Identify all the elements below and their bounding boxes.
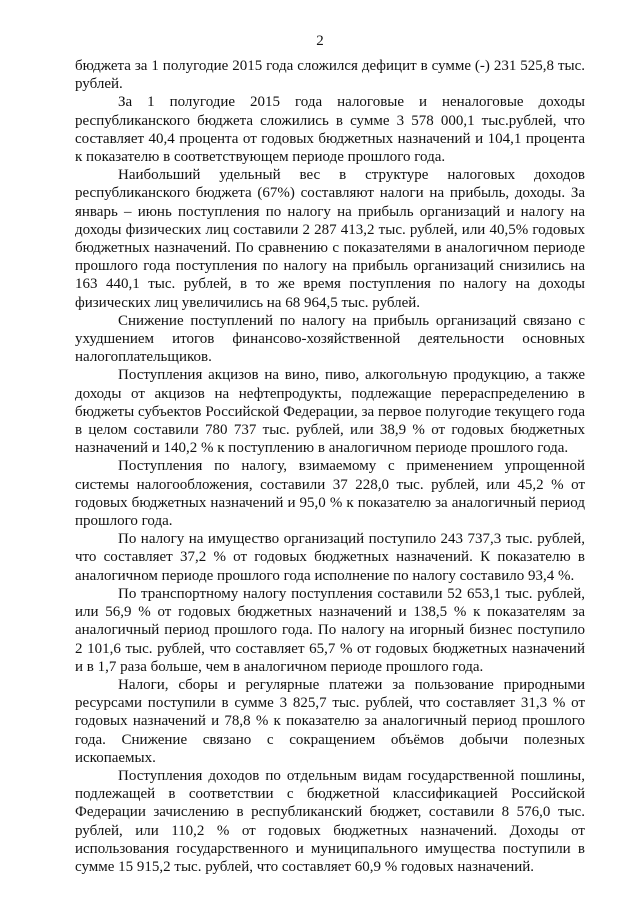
document-body xyxy=(75,57,585,876)
paragraph: бюджета за 1 полугодие 2015 года сложился дефицит в сумме (-) 231 525,8 тыс. рублей. xyxy=(75,58,585,93)
page-number: 2 xyxy=(316,33,324,49)
paragraph: Снижение поступлений по налогу на прибыль организаций связано с ухудшением итогов финансово-хозяйственной деятельности основных налогоплательщиков. xyxy=(75,312,585,366)
paragraph: Наибольший удельный вес в структуре налоговых доходов республиканского бюджета (67%) составляют налоги на прибыль, доходы. За январь – июнь поступления по налогу на прибыль организаций и налогу на доходы физических лиц составили 2 287 413,2 тыс. рублей, или 40,5% годовых бюджетных назначений. По сравнению с показателями в аналогичном периоде прошлого года поступления по налогу на прибыль организаций снизились на 163 440,1 тыс. рублей, в то же время поступления по налогу на доходы физических лиц увеличились на 68 964,5 тыс. рублей. xyxy=(75,167,585,311)
paragraph: За 1 полугодие 2015 года налоговые и неналоговые доходы республиканского бюджета сложились в сумме 3 578 000,1 тыс.рублей, что составляет 40,4 процента от годовых бюджетных назначений и 104,1 процента к показателю в соответствующем периоде прошлого года. xyxy=(75,94,585,166)
paragraph: Налоги, сборы и регулярные платежи за пользование природными ресурсами поступили в сумме 3 825,7 тыс. рублей, что составляет 31,3 % от годовых назначений и 78,8 % к показателю за аналогичный период прошлого года. Снижение связано с сокращением объёмов добычи полезных ископаемых. xyxy=(75,676,585,766)
paragraph: По транспортному налогу поступления составили 52 653,1 тыс. рублей, или 56,9 % от годовых бюджетных назначений и 138,5 % к показателям за аналогичный период прошлого года. По налогу на игорный бизнес поступило 2 101,6 тыс. рублей, что составляет 65,7 % от годовых бюджетных назначений и в 1,7 раза больше, чем в аналогичном периоде прошлого года. xyxy=(75,585,585,675)
paragraph: Поступления доходов по отдельным видам государственной пошлины, подлежащей в соответствии с бюджетной классификацией Российской Федерации зачислению в республиканский бюджет, составили 8 576,0 тыс. рублей, или 110,2 % от годовых бюджетных назначений. Доходы от использования государственного и муниципального имущества поступили в сумме 15 915,2 тыс. рублей, что составляет 60,9 % годовых назначений. xyxy=(75,767,585,875)
paragraph: Поступления акцизов на вино, пиво, алкогольную продукцию, а также доходы от акцизов на нефтепродукты, подлежащие перераспределению в бюджеты субъектов Российской Федерации, за первое полугодие текущего года в целом составили 780 737 тыс. рублей, или 38,9 % от годовых бюджетных назначений и 140,2 % к поступлению в аналогичном периоде прошлого года. xyxy=(75,367,585,457)
paragraph: Поступления по налогу, взимаемому с применением упрощенной системы налогообложения, составили 37 228,0 тыс. рублей, или 45,2 % от годовых бюджетных назначений и 95,0 % к показателю за аналогичный период прошлого года. xyxy=(75,458,585,530)
paragraph: По налогу на имущество организаций поступило 243 737,3 тыс. рублей, что составляет 37,2 % от годовых бюджетных назначений. К показателю в аналогичном периоде прошлого года исполнение по налогу составило 93,4 %. xyxy=(75,531,585,584)
